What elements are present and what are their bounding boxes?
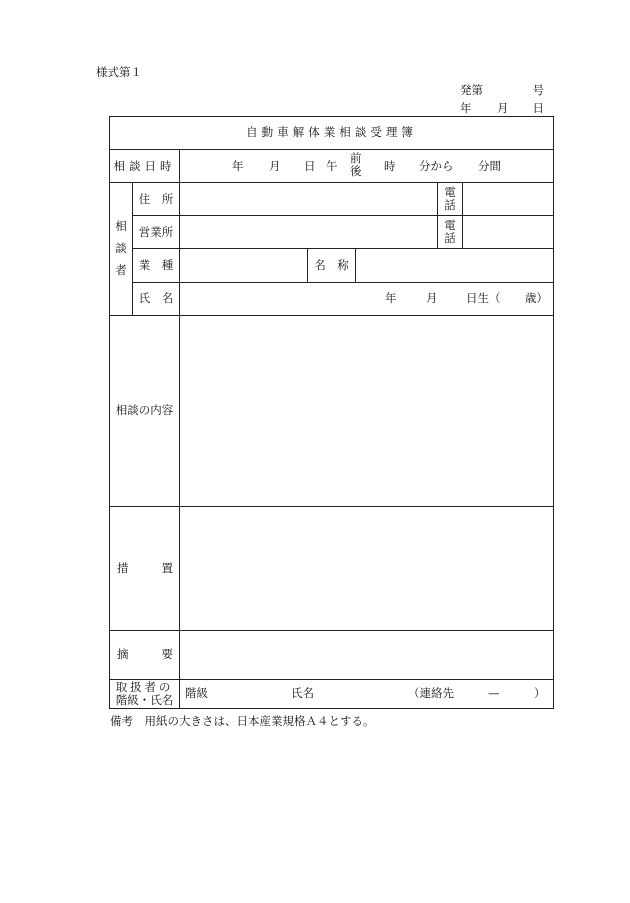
consult-datetime-label: 相談日時 <box>110 150 180 183</box>
office-label: 営業所 <box>133 216 180 249</box>
dt-ampm-stack <box>350 152 362 178</box>
dt-day: 日 <box>304 158 316 173</box>
handler-label-line1: 取扱者の <box>115 680 174 695</box>
summary-row <box>110 630 554 679</box>
name-birth-field[interactable] <box>180 282 554 315</box>
consultant-char-3: 者 <box>115 262 127 277</box>
address-label: 住 所 <box>133 183 180 216</box>
dt-minutes: 分間 <box>478 158 501 173</box>
consultant-char-1: 相 <box>115 219 127 234</box>
title-row <box>110 117 554 150</box>
dt-year: 年 <box>232 158 244 173</box>
measures-left: 措 <box>117 560 129 575</box>
content-row <box>110 315 554 507</box>
consultant-char-2: 談 <box>115 241 127 256</box>
business-type-field[interactable] <box>180 249 308 282</box>
form-number: 様式第１ <box>96 65 142 79</box>
handler-rank: 階級 <box>185 686 208 701</box>
birth-year: 年 <box>385 290 397 305</box>
content-label: 相談の内容 <box>110 315 180 507</box>
handler-name: 氏名 <box>291 686 314 701</box>
issue-number-line <box>460 82 544 98</box>
handler-contact-open: （連絡先 <box>408 686 454 701</box>
remarks: 備考 用紙の大きさは、日本産業規格Ａ４とする。 <box>110 714 375 728</box>
phone-label-2: 電 話 <box>438 216 463 248</box>
consult-datetime-row <box>110 150 554 183</box>
issue-suffix: 号 <box>532 83 544 97</box>
phone-label-1: 電 話 <box>438 183 463 215</box>
content-field[interactable] <box>180 315 554 507</box>
consultant-address-row <box>110 183 554 216</box>
birth-age: 歳） <box>525 290 548 305</box>
birth-born: 日生（ <box>466 290 501 305</box>
dt-hour: 時 <box>384 158 396 173</box>
business-name-field[interactable] <box>356 249 554 282</box>
header-date-year: 年 <box>460 101 472 115</box>
measures-label <box>110 507 180 630</box>
dt-month: 月 <box>269 158 281 173</box>
dt-minute-from: 分から <box>419 158 454 173</box>
phone-field-1[interactable] <box>438 183 554 216</box>
consultant-group-label <box>110 183 133 315</box>
handler-label <box>110 679 180 708</box>
measures-field[interactable] <box>180 507 554 630</box>
consult-datetime-field[interactable] <box>180 150 554 183</box>
form-title: 自動車解体業相談受理簿 <box>110 117 554 150</box>
office-field[interactable] <box>180 216 438 249</box>
header-date-day: 日 <box>532 101 544 115</box>
birth-month: 月 <box>426 290 438 305</box>
measures-right: 置 <box>161 560 173 575</box>
header-date-month: 月 <box>497 101 509 115</box>
consultant-name-row <box>110 282 554 315</box>
address-field[interactable] <box>180 183 438 216</box>
summary-field[interactable] <box>180 630 554 679</box>
dt-pm-label: 後 <box>350 164 362 179</box>
summary-left: 摘 <box>117 647 129 662</box>
business-type-label: 業 種 <box>133 249 180 282</box>
handler-field[interactable] <box>180 679 554 708</box>
handler-contact-dash: — <box>488 686 500 701</box>
summary-right: 要 <box>161 647 173 662</box>
consultant-office-row <box>110 216 554 249</box>
handler-contact-close: ） <box>534 686 546 701</box>
business-name-label: 名 称 <box>308 249 356 282</box>
consultant-business-row <box>110 249 554 282</box>
issue-prefix: 発第 <box>460 83 483 97</box>
name-label: 氏 名 <box>133 282 180 315</box>
consultation-register-table <box>109 116 554 709</box>
dt-am-label: 前 <box>350 151 362 166</box>
dt-ampm-pre: 午 <box>326 158 338 173</box>
phone-field-2[interactable] <box>438 216 554 249</box>
handler-label-line2: 階級・氏名 <box>115 692 174 707</box>
handler-row <box>110 679 554 708</box>
summary-label <box>110 630 180 679</box>
measures-row <box>110 507 554 630</box>
